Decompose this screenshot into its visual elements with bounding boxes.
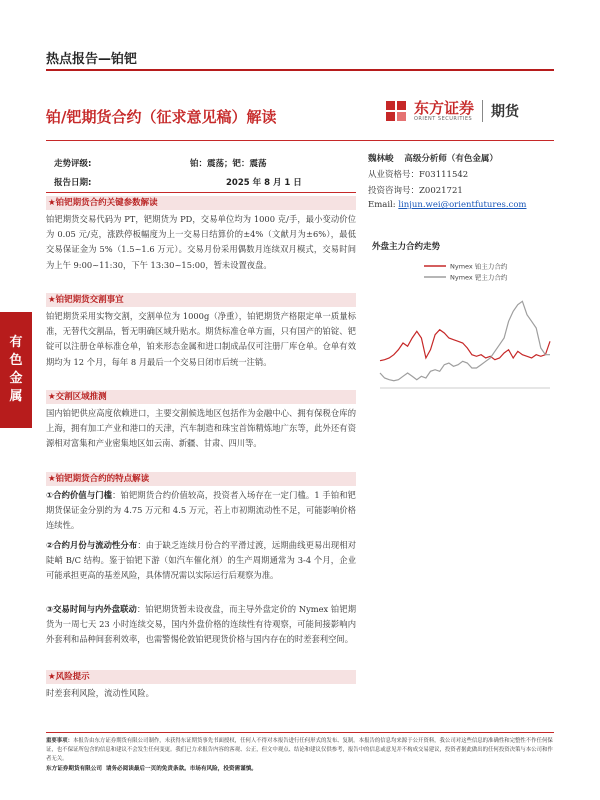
logo-futures: 期货 — [491, 104, 520, 120]
item-text: ：铂钯期货暂未设夜盘，而主导外盘定价的 Nymex 铂钯期货为一周七天 23 小时连续交易，国内外盘价格的连续性有待观察，可能间接影响内外套利和品种间套利效率，也需警惕伦敦铂钯现货价格与国内存在的时差套利空间。 — [46, 604, 356, 645]
legend-label-0: Nymex 铂主力合约 — [450, 262, 508, 271]
item-text: ：由于缺乏连续月份合约平滑过渡，远期曲线更易出现相对陡峭 B/C 结构。鉴于铂钯下游（如汽车催化剂）的生产周期通常为 3-4 个月，企业可能承担更高的基差风险，具体情况需以实际运行后观察为准。 — [46, 540, 356, 581]
rating-value: 铂：震荡；钯：震荡 — [190, 159, 267, 169]
report-category: 热点报告—铂钯 — [46, 52, 138, 67]
item-label: 合约月份与流动性分布 — [53, 540, 138, 550]
section-body: 铂钯期货采用实物交割，交割单位为 1000g（净重），铂钯期货产格限定单一质量标准，无替代交割品，暂无明确区域升贴水。期货标准仓单方面，只有国产的铂锭、钯锭可以注册仓单标准仓单，铂来形态金属和进口制成品仅可注册厂库仓单。仓单有效期均为 12 个月，每年 8 月最后一个交易日闭市后统一注销。 — [46, 311, 356, 367]
analyst-qualification: 从业资格号：F03111542 — [368, 170, 469, 180]
title-divider — [46, 140, 554, 141]
email-link[interactable]: linjun.wei@orientfutures.com — [398, 200, 527, 210]
analyst-header — [368, 152, 498, 164]
document-title: 铂/钯期货合约（征求意见稿）解读 — [46, 108, 277, 126]
section-heading: ★交割区域推测 — [46, 390, 356, 404]
orient-logo-icon — [384, 99, 408, 123]
price-chart — [372, 258, 558, 398]
section-heading: ★铂钯期货合约关键参数解读 — [46, 196, 356, 210]
disclaimer-notice — [46, 764, 257, 772]
sector-char: 有 — [9, 335, 23, 350]
series-line-1 — [380, 301, 550, 380]
sector-char: 金 — [9, 371, 23, 386]
email-label: Email: — [368, 200, 396, 210]
disclaimer-label: 重要事项： — [46, 738, 73, 744]
logo-separator — [482, 100, 483, 122]
sector-char: 属 — [9, 389, 23, 404]
company-logo — [384, 96, 554, 126]
section-heading: ★铂钯期货合约的特点解读 — [46, 472, 356, 486]
meta-divider — [46, 192, 356, 193]
logo-chinese: 东方证券 — [414, 98, 475, 117]
item-text: ：铂钯期货合约价值较高，投资者入场存在一定门槛。1 手铂和钯期货保证金分别约为 4.75 万元和 4.5 万元，若上市初期流动性不足，可能影响价格连续性。 — [46, 490, 356, 531]
feature-item — [46, 538, 356, 584]
feature-item — [46, 488, 356, 534]
chart-title: 外盘主力合约走势 — [372, 242, 441, 252]
company-name: 东方证券期货有限公司 — [46, 766, 102, 772]
section-body: 时差套利风险，流动性风险。 — [46, 688, 154, 698]
section-body: 铂钯期货交易代码为 PT，钯期货为 PD，交易单位均为 1000 克/手，最小变动价位为 0.05 元/克，涨跌停板幅度为上一交易日结算价的±4%（文献月为±6%），最低交易保证金为 5%（1.5~1.6 万元）。交易月份采用偶数月连续双月模式，交易时间为上午 9:00~11:30，下午 13:30~15:00，暂未设置夜盘。 — [46, 214, 356, 270]
analyst-email-row — [368, 200, 527, 210]
logo-english: ORIENT SECURITIES — [414, 115, 473, 122]
item-number: ② — [46, 540, 54, 550]
item-label: 交易时间与内外盘联动 — [53, 604, 137, 614]
section-heading: ★风险提示 — [46, 670, 356, 684]
footer-divider — [46, 732, 554, 733]
analyst-title: 高级分析师（有色金属） — [404, 154, 498, 164]
sector-tab — [0, 312, 32, 428]
disclaimer — [46, 737, 554, 764]
sector-char: 色 — [9, 353, 23, 368]
header-divider — [46, 69, 554, 71]
feature-item — [46, 602, 356, 648]
item-number: ① — [46, 490, 54, 500]
report-date: 2025 年 8 月 1 日 — [226, 178, 302, 188]
analyst-name: 魏林峻 — [368, 154, 394, 164]
section-body: 国内铂钯供应高度依赖进口，主要交割候选地区包括作为金融中心、拥有保税仓库的上海，拥有加工产业和港口的天津，汽车制造和珠宝首饰精炼地广东等，此外还有资源相对富集和产业密集地区如云南、新疆、甘肃、四川等。 — [46, 408, 356, 449]
item-label: 合约价值与门槛 — [53, 490, 113, 500]
risk-notice: 请务必阅读最后一页的免责条款。市场有风险，投资需谨慎。 — [105, 766, 257, 772]
analyst-consulting: 投资咨询号：Z0021721 — [368, 186, 463, 196]
item-number: ③ — [46, 604, 54, 614]
rating-label: 走势评级: — [54, 159, 92, 169]
disclaimer-text: 本报告由东方证券期货有限公司制作，未获得东证期货事先书面授权，任何人不得对本报告进行任何形式的发布、复制。本报告的信息均来源于公开资料，我公司对这些信息的准确性和完整性不作任何保证，也不保证所包含的信息和建议不会发生任何变更。我们已力求报告内容的客观、公正，但文中观点、结论和建议仅供参考，报告中的信息或意见并不构成交易建议，投资者据此做出的任何投资决策与本公司和作者无关。 — [46, 738, 553, 762]
date-label: 报告日期: — [54, 178, 92, 188]
section-heading: ★铂钯期货交割事宜 — [46, 293, 356, 307]
series-line-0 — [380, 330, 550, 361]
legend-label-1: Nymex 钯主力合约 — [450, 273, 508, 282]
